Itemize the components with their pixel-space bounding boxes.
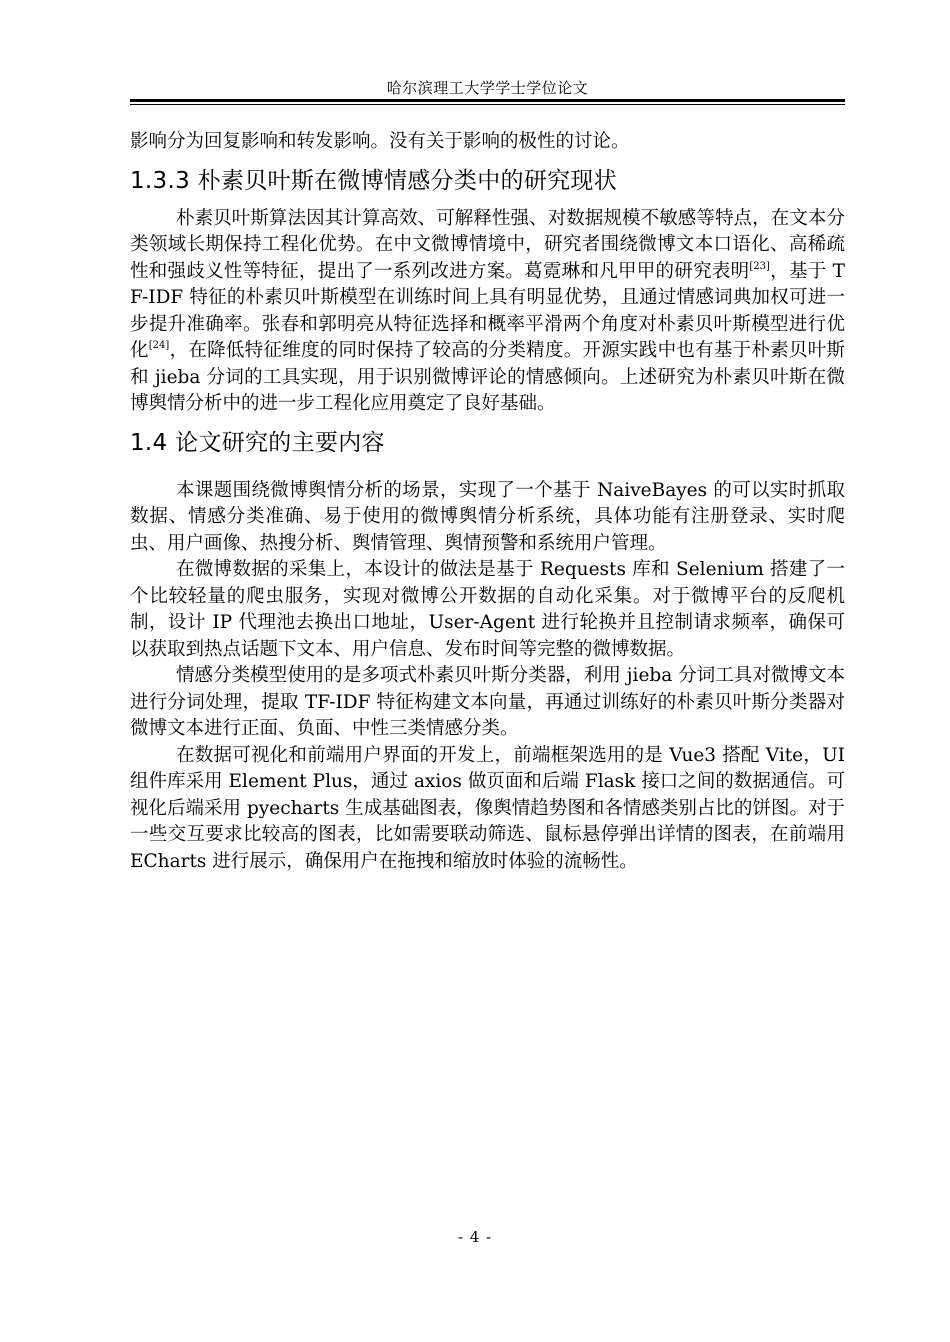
- page-number: - 4 -: [457, 1228, 493, 1246]
- citation-23: [23]: [749, 260, 770, 272]
- section-heading-1-4: 1.4 论文研究的主要内容: [130, 429, 385, 456]
- section-1-4-paragraph-1: 本课题围绕微博舆情分析的场景，实现了一个基于 NaiveBayes 的可以实时抓取数据、情感分类准确、易于使用的微博舆情分析系统，具体功能有注册登录、实时爬虫、用户画像、热搜分析、舆情管理、舆情预警和系统用户管理。: [130, 479, 845, 554]
- header-rule-thick: [130, 99, 845, 102]
- paragraph-text: 朴素贝叶斯算法因其计算高效、可解释性强、对数据规模不敏感等特点，在文本分类领域长期保持工程化优势。在中文微博情境中，研究者围绕微博文本口语化、高稀疏性和强歧义性等特征，提出了一系列改进方案。葛霓琳和凡甲甲的研究表明: [130, 207, 845, 282]
- section-heading-1-3-3: 1.3.3 朴素贝叶斯在微博情感分类中的研究现状: [130, 167, 618, 194]
- section-1-4-paragraph-4: 在数据可视化和前端用户界面的开发上，前端框架选用的是 Vue3 搭配 Vite，UI 组件库采用 Element Plus，通过 axios 做页面和后端 Flask 接口之间的数据通信。可视化后端采用 pyecharts 生成基础图表，像舆情趋势图和各情感类别占比的饼图。对于一些交互要求比较高的图表，比如需要联动筛选、鼠标悬停弹出详情的图表，在前端用 ECharts 进行展示，确保用户在拖拽和缩放时体验的流畅性。: [130, 744, 845, 872]
- section-1-4-paragraph-2: 在微博数据的采集上，本设计的做法是基于 Requests 库和 Selenium 搭建了一个比较轻量的爬虫服务，实现对微博公开数据的自动化采集。对于微博平台的反爬机制，设计 IP 代理池去换出口地址，User-Agent 进行轮换并且控制请求频率，确保可以获取到热点话题下文本、用户信息、发布时间等完整的微博数据。: [130, 559, 845, 660]
- header-rule-thin: [130, 104, 845, 105]
- intro-paragraph: 影响分为回复影响和转发影响。没有关于影响的极性的讨论。: [130, 131, 630, 152]
- citation-24: [24]: [148, 340, 170, 351]
- paragraph-text: ，基于 TF-IDF 特征的朴素贝叶斯模型在训练时间上具有明显优势，且通过情感词典加权可进一步提升准确率。张春和郭明亮从特征选择和概率平滑两个角度对朴素贝叶斯模型进行优化: [130, 260, 845, 361]
- section-1-3-3-paragraph: [130, 206, 845, 418]
- page-body: [130, 129, 845, 875]
- paragraph-text: ，在降低特征维度的同时保持了较高的分类精度。开源实践中也有基于朴素贝叶斯和 jieba 分词的工具实现，用于识别微博评论的情感倾向。上述研究为朴素贝叶斯在微博舆情分析中的进一步工程化应用奠定了良好基础。: [130, 340, 845, 414]
- running-header: 哈尔滨理工大学学士学位论文: [386, 79, 589, 97]
- section-1-4-paragraph-3: 情感分类模型使用的是多项式朴素贝叶斯分类器，利用 jieba 分词工具对微博文本进行分词处理，提取 TF-IDF 特征构建文本向量，再通过训练好的朴素贝叶斯分类器对微博文本进行正面、负面、中性三类情感分类。: [130, 665, 845, 739]
